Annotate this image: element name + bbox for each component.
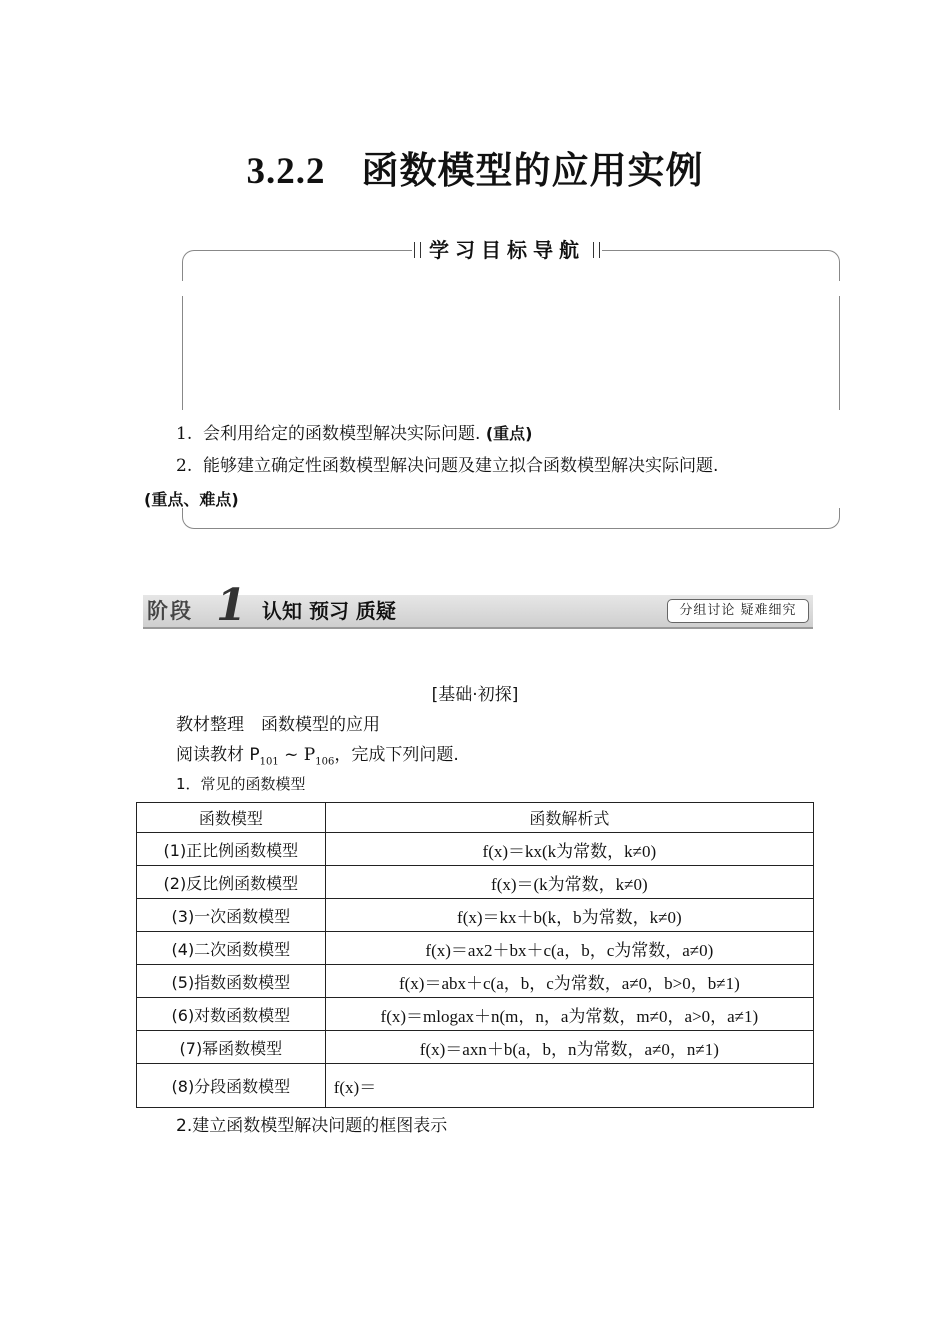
model-formula: f(x)＝kx＋b(k，b为常数，k≠0): [325, 899, 813, 932]
model-formula: f(x)＝kx(k为常数，k≠0): [325, 833, 813, 866]
table-row: [137, 899, 814, 932]
section-heading: [基础·初探]: [431, 685, 519, 705]
objective-2: [176, 455, 718, 477]
model-formula: f(x)＝(k为常数，k≠0): [325, 866, 813, 899]
objective-num: 1.: [176, 424, 193, 444]
model-formula: f(x)＝mlogax＋n(m，n，a为常数，m≠0，a>0，a≠1): [325, 998, 813, 1031]
section-number: 3.2.2: [246, 151, 326, 192]
page-title: [0, 140, 950, 194]
objective-text: 能够建立确定性函数模型解决问题及建立拟合函数模型解决实际问题.: [203, 456, 719, 476]
list-item-2: 2.建立函数模型解决问题的框图表示: [176, 1116, 448, 1136]
objective-tag: (重点、难点): [144, 490, 239, 509]
table-header: 函数模型: [137, 803, 326, 833]
table-row: [137, 1064, 814, 1108]
section-title: 函数模型的应用实例: [361, 148, 704, 192]
table-row: [137, 998, 814, 1031]
objectives-frame-sides: [182, 296, 840, 410]
model-name: (6)对数函数模型: [137, 998, 326, 1031]
section-subheading: 教材整理 函数模型的应用: [176, 715, 380, 735]
table-row: [137, 1031, 814, 1064]
objectives-frame-bottom: [182, 508, 840, 529]
model-formula: f(x)＝: [325, 1064, 813, 1108]
stage-number: 1: [216, 580, 247, 631]
list-item-1: 1．常见的函数模型: [176, 775, 306, 793]
table-header: 函数解析式: [325, 803, 813, 833]
model-name: (3)一次函数模型: [137, 899, 326, 932]
model-formula: f(x)＝axn＋b(a，b，n为常数，a≠0，n≠1): [325, 1031, 813, 1064]
reading-instruction: 阅读教材 $P_{101}$ ~ $P_{106}$，完成下列问题.: [176, 745, 459, 768]
model-name: (1)正比例函数模型: [137, 833, 326, 866]
model-name: (4)二次函数模型: [137, 932, 326, 965]
objective-num: 2.: [176, 456, 193, 476]
table-row: [137, 932, 814, 965]
table-row: [137, 866, 814, 899]
table-row: [137, 833, 814, 866]
model-name: (5)指数函数模型: [137, 965, 326, 998]
stage-tag: 分组讨论 疑难细究: [667, 599, 809, 623]
objective-tag: (重点): [485, 424, 533, 443]
objectives-label: 学习目标导航: [412, 236, 602, 264]
model-formula: f(x)＝abx＋c(a，b，c为常数，a≠0，b>0，b≠1): [325, 965, 813, 998]
stage-title: 认知 预习 质疑: [262, 599, 396, 623]
table-header-row: [137, 803, 814, 833]
model-name: (2)反比例函数模型: [137, 866, 326, 899]
objective-text: 会利用给定的函数模型解决实际问题.: [203, 424, 481, 444]
model-name: (8)分段函数模型: [137, 1064, 326, 1108]
model-name: (7)幂函数模型: [137, 1031, 326, 1064]
function-models-table: [136, 802, 814, 1108]
stage-label: 阶段: [147, 599, 193, 623]
objective-1: [176, 423, 533, 445]
table-row: [137, 965, 814, 998]
model-formula: f(x)＝ax2＋bx＋c(a，b，c为常数，a≠0): [325, 932, 813, 965]
